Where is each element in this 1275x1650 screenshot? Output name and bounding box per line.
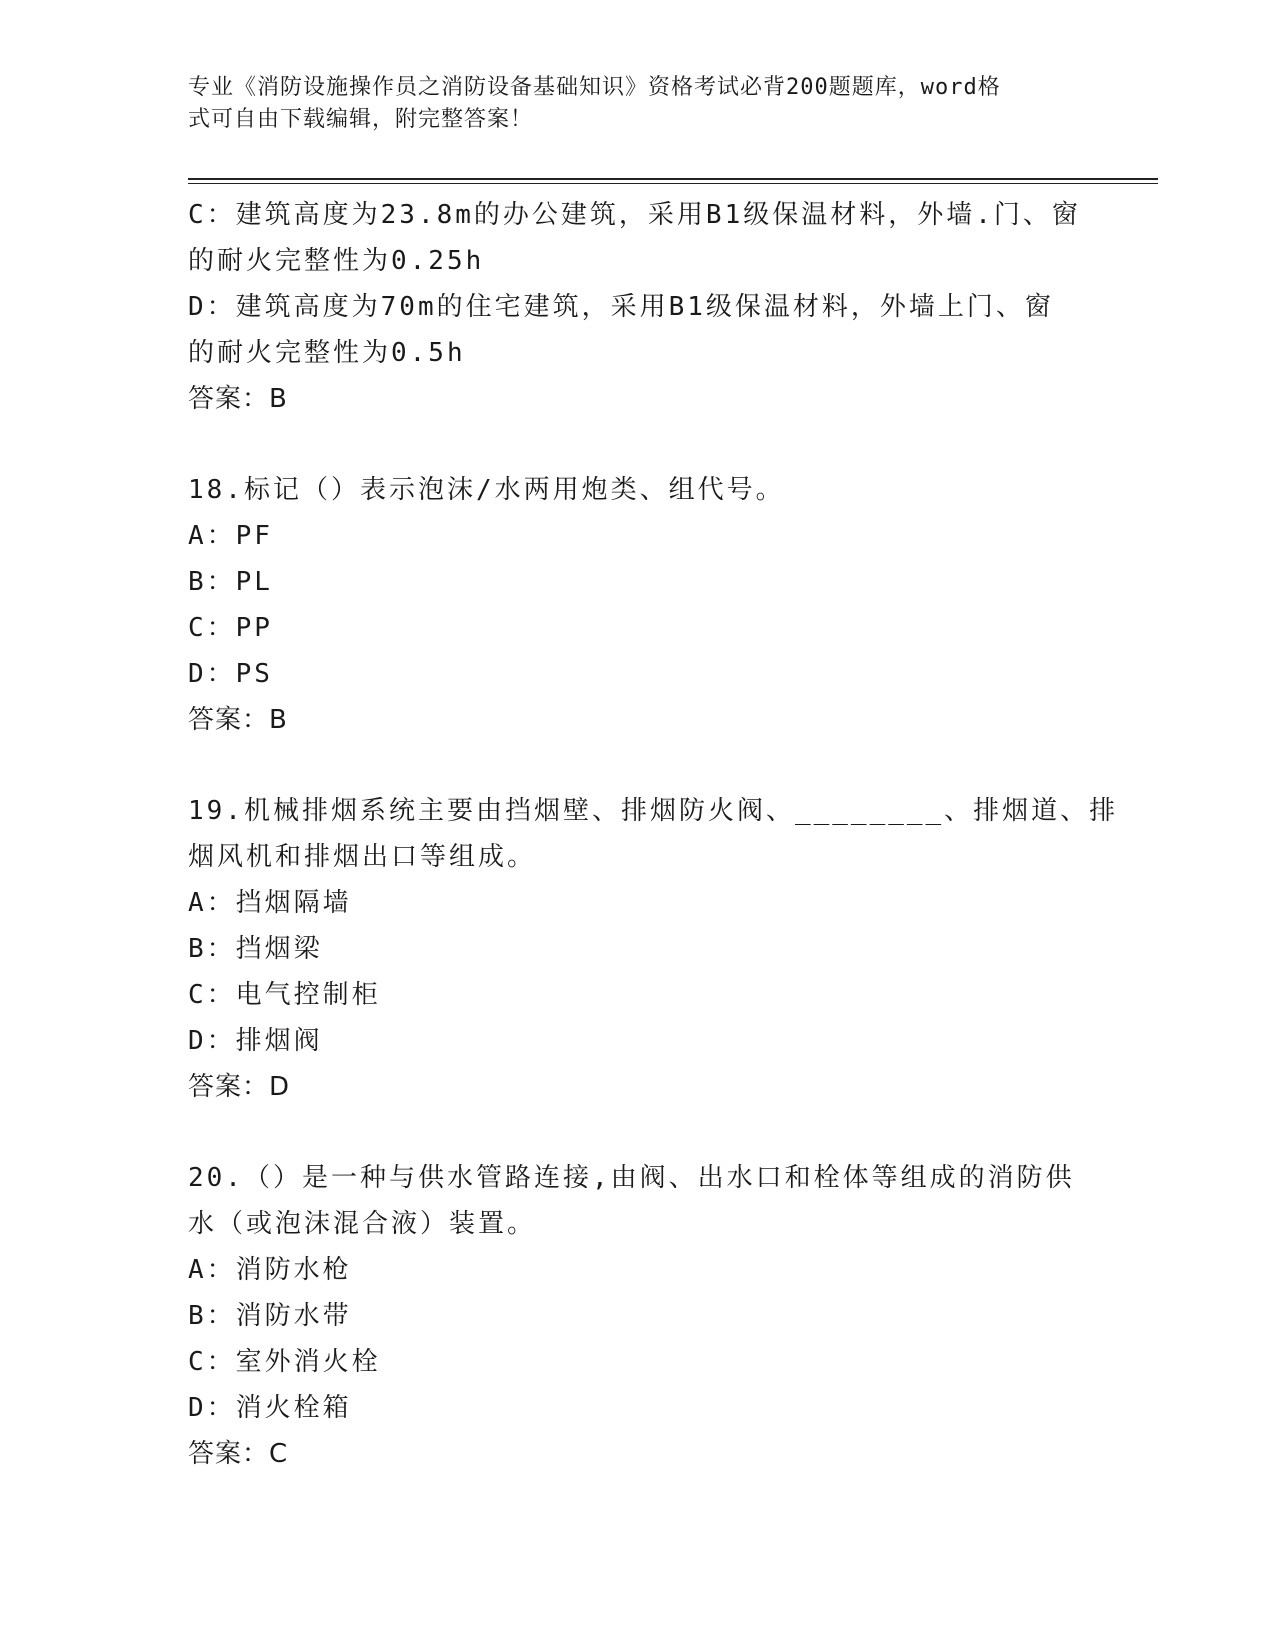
spacer [188, 422, 1088, 467]
spacer [188, 743, 1088, 788]
q18-answer: 答案：B [188, 705, 288, 735]
q20-option-b: B：消防水带 [188, 1301, 352, 1331]
q18-stem: 18.标记（）表示泡沫/水两用炮类、组代号。 [188, 475, 785, 505]
q19-stem-line-1: 19.机械排烟系统主要由挡烟壁、排烟防火阀、________、排烟道、排 [188, 796, 1119, 826]
q20-stem-line-2: 水（或泡沫混合液）装置。 [188, 1209, 537, 1239]
q17-answer: 答案：B [188, 384, 288, 414]
q19-option-d: D：排烟阀 [188, 1026, 323, 1056]
q18-option-d: D：PS [188, 659, 273, 689]
q20-answer: 答案：C [188, 1439, 289, 1469]
q19-option-c: C：电气控制柜 [188, 980, 381, 1010]
q17-option-d-line-1: D：建筑高度为70m的住宅建筑，采用B1级保温材料，外墙上门、窗 [188, 292, 1054, 322]
q20-option-a: A：消防水枪 [188, 1255, 352, 1285]
q18-option-b: B：PL [188, 567, 273, 597]
header-line-1: 专业《消防设施操作员之消防设备基础知识》资格考试必背200题题库，word格 [188, 75, 1001, 100]
question-18 [188, 467, 1088, 743]
question-20 [188, 1155, 1088, 1477]
document-header [188, 72, 1068, 136]
q18-option-c: C：PP [188, 613, 273, 643]
header-line-2: 式可自由下载编辑，附完整答案！ [188, 107, 534, 132]
question-19 [188, 788, 1119, 1110]
q17-option-d-line-2: 的耐火完整性为0.5h [188, 338, 466, 368]
q20-option-d: D：消火栓箱 [188, 1393, 352, 1423]
q20-stem-line-1: 20.（）是一种与供水管路连接,由阀、出水口和栓体等组成的消防供 [188, 1163, 1075, 1193]
q19-option-b: B：挡烟梁 [188, 934, 323, 964]
question-17-tail [188, 192, 1088, 422]
q18-option-a: A：PF [188, 521, 273, 551]
q20-option-c: C：室外消火栓 [188, 1347, 381, 1377]
header-rule-thick [188, 178, 1158, 180]
q19-option-a: A：挡烟隔墙 [188, 888, 352, 918]
spacer [188, 1110, 1088, 1155]
header-rule-thin [188, 183, 1158, 184]
q17-option-c-line-1: C：建筑高度为23.8m的办公建筑，采用B1级保温材料，外墙.门、窗 [188, 200, 1081, 230]
question-content [188, 192, 1119, 1477]
q17-option-c-line-2: 的耐火完整性为0.25h [188, 246, 485, 276]
q19-answer: 答案：D [188, 1072, 291, 1102]
q19-stem-line-2: 烟风机和排烟出口等组成。 [188, 842, 537, 872]
